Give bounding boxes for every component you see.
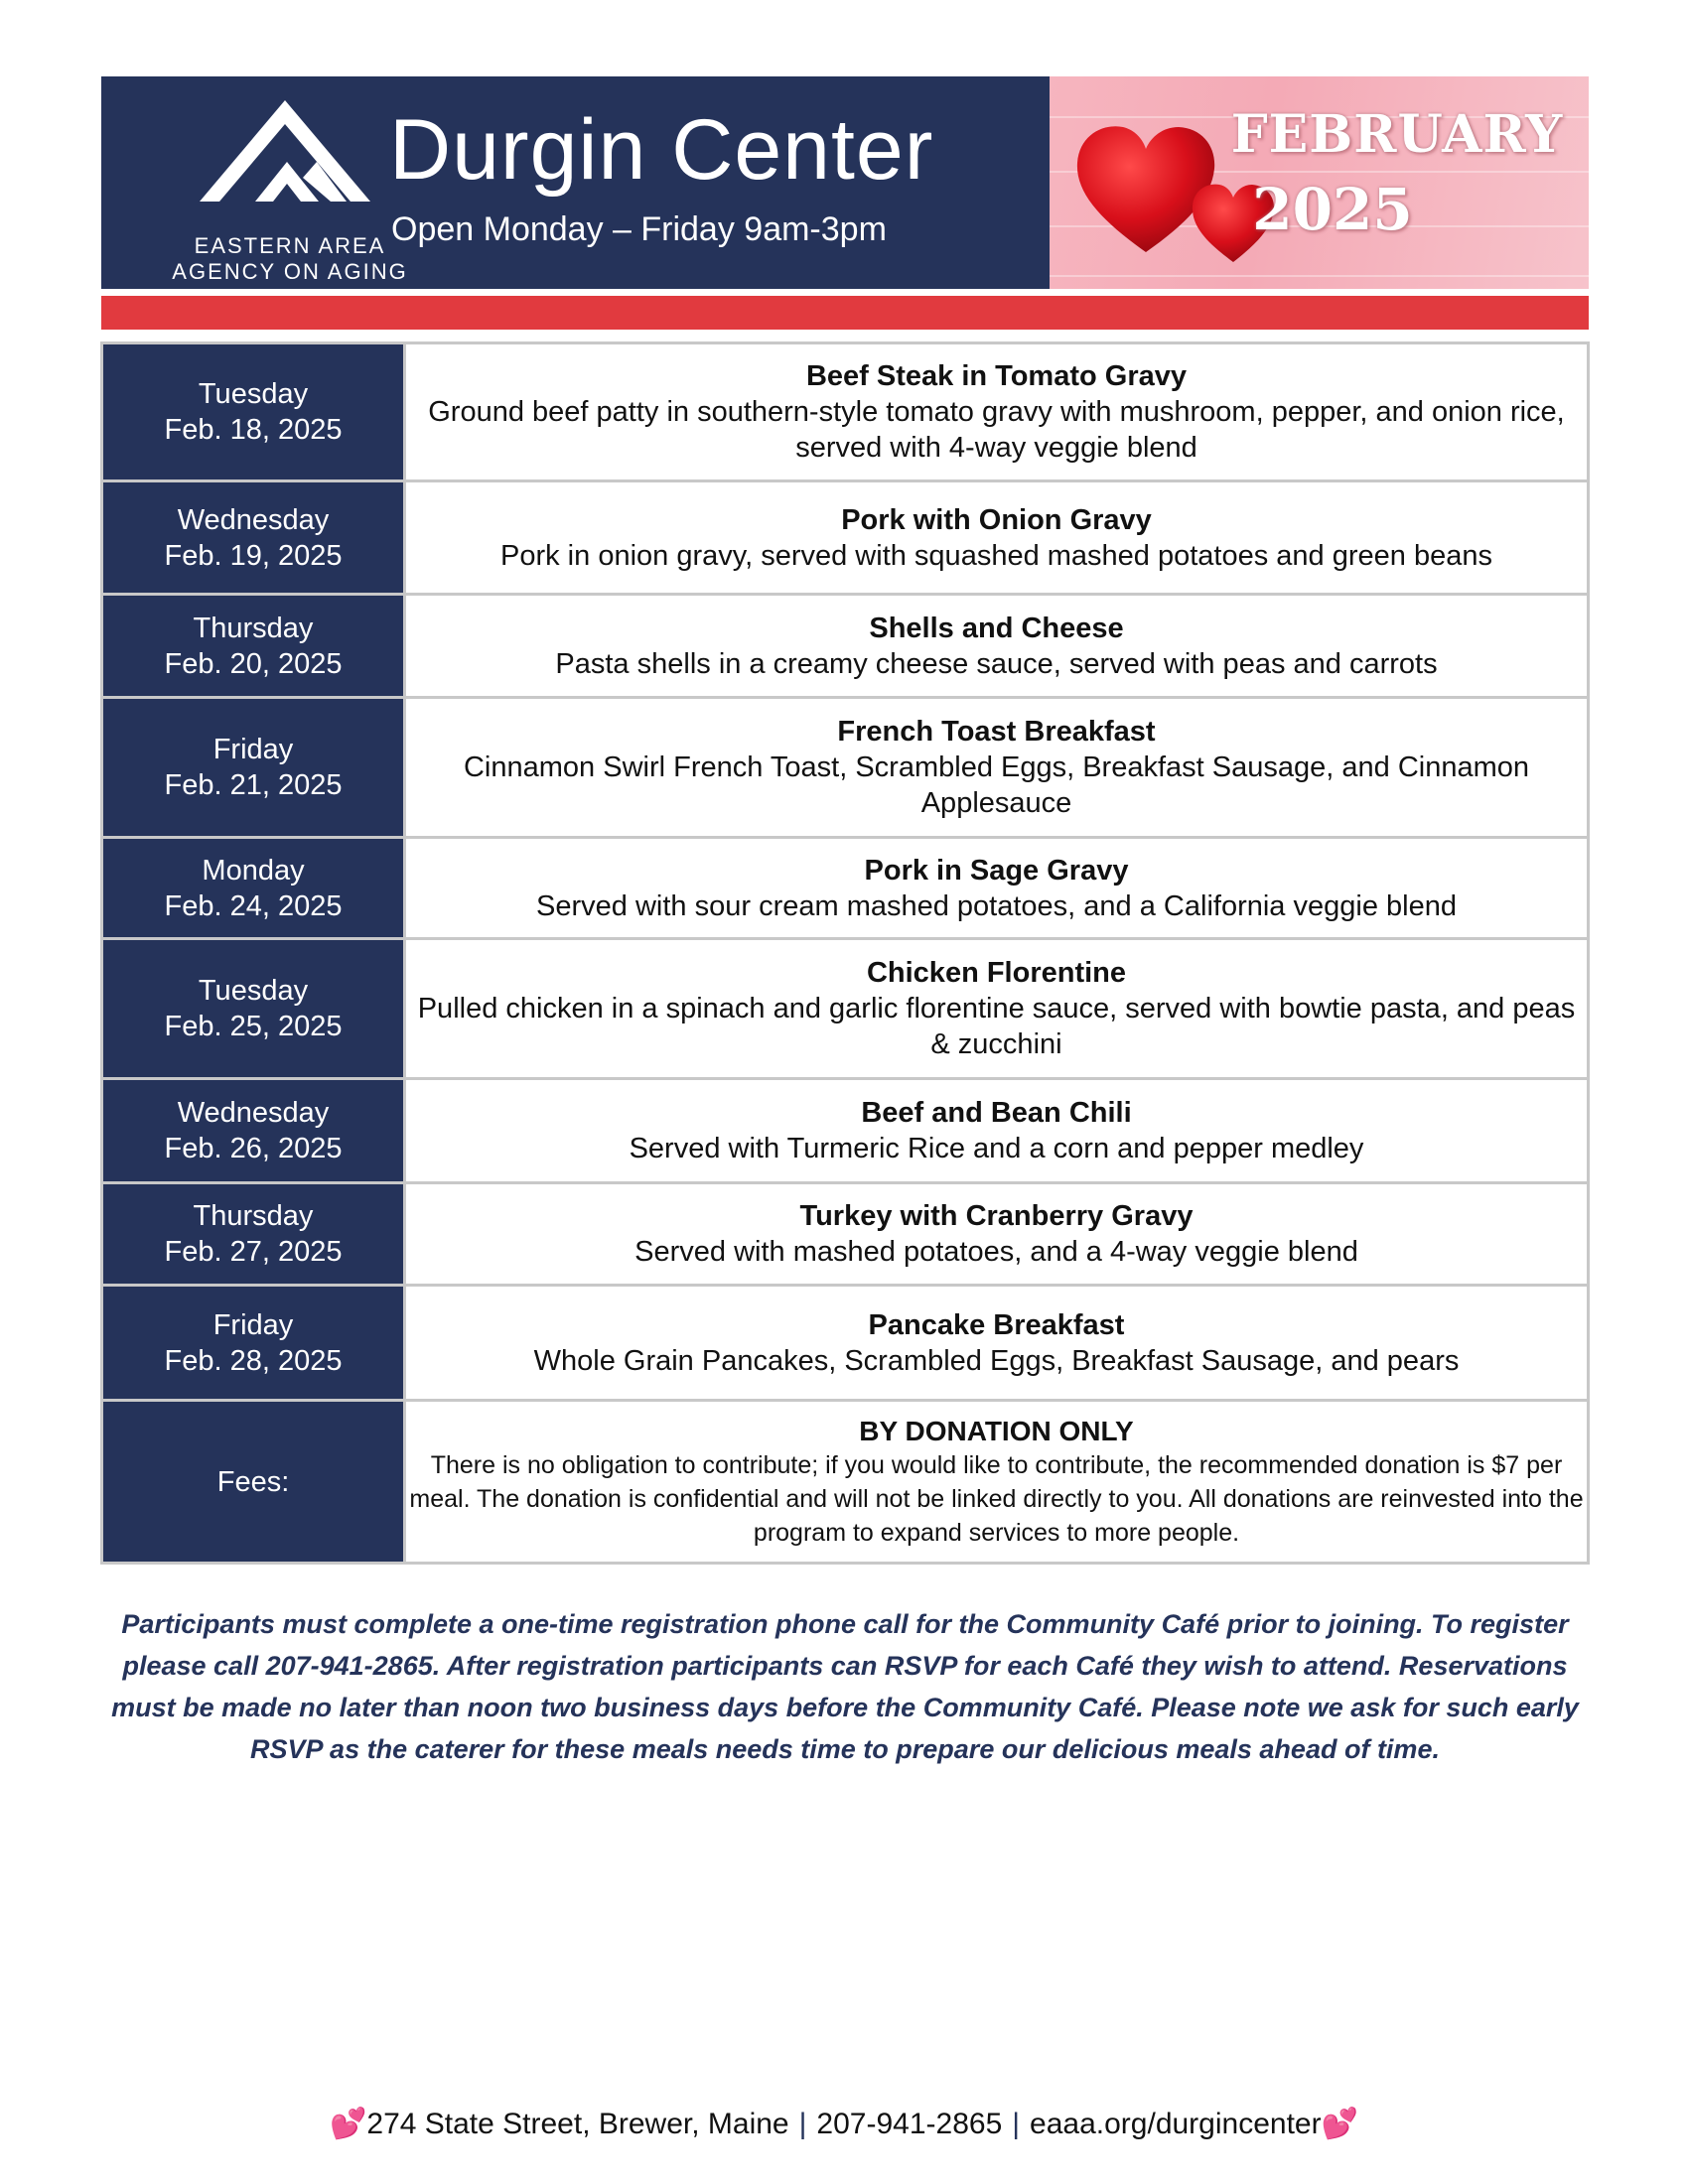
fees-row [102,1401,1589,1564]
banner-year: 2025 [1252,176,1413,243]
dish-cell [405,698,1589,838]
dish-description: Pulled chicken in a spinach and garlic florentine sauce, served with bowtie pasta, and peas & zucchini [417,993,1576,1060]
day-cell [102,698,405,838]
dish-name: Turkey with Cranberry Gravy [799,1200,1194,1232]
dish-name: Beef and Bean Chili [861,1097,1132,1129]
logo-text-line1: EASTERN AREA [194,233,386,258]
dish-cell [405,838,1589,939]
dish-name: Beef Steak in Tomato Gravy [805,360,1188,392]
opening-hours: Open Monday – Friday 9am-3pm [391,210,887,248]
dish-description: Served with Turmeric Rice and a corn and pepper medley [629,1133,1364,1164]
dish-description: Pasta shells in a creamy cheese sauce, served with peas and carrots [555,647,1438,680]
weekday-label: Wednesday [177,1097,330,1129]
day-cell [102,1286,405,1401]
date-label: Feb. 19, 2025 [164,539,343,572]
table-row [102,838,1589,939]
fees-title: BY DONATION ONLY [859,1415,1134,1446]
dish-cell [405,481,1589,595]
weekday-label: Wednesday [177,503,330,536]
mountain-logo-icon [196,96,374,207]
dish-name: Chicken Florentine [866,957,1127,989]
date-label: Feb. 18, 2025 [164,414,343,446]
footer-separator: | [798,2108,807,2140]
fees-label: Fees: [216,1465,290,1498]
footer-website-link[interactable]: eaaa.org/durgincenter [1030,2108,1322,2140]
weekday-label: Tuesday [198,975,309,1007]
date-label: Feb. 21, 2025 [164,769,343,801]
accent-bar [101,296,1589,330]
day-cell [102,595,405,698]
dish-cell [405,1286,1589,1401]
dish-description: Cinnamon Swirl French Toast, Scrambled Eggs, Breakfast Sausage, and Cinnamon Applesauce [463,751,1529,819]
weekday-label: Tuesday [198,378,309,410]
fees-description: There is no obligation to contribute; if you would like to contribute, the recommended donation is $7 per meal. The donation is confidential and will not be linked directly to you. All donations are reinvested into the program to expand services to more people. [409,1450,1584,1547]
dish-description: Served with sour cream mashed potatoes, and a California veggie blend [536,889,1457,922]
dish-cell [405,939,1589,1079]
day-cell [102,481,405,595]
date-label: Feb. 26, 2025 [164,1133,343,1164]
dish-cell [405,1079,1589,1183]
table-row [102,698,1589,838]
hearts-icon: 💕 [330,2108,367,2140]
dish-name: French Toast Breakfast [837,716,1156,748]
dish-cell [405,343,1589,481]
fees-label-cell [102,1401,405,1564]
dish-description: Served with mashed potatoes, and a 4-way veggie blend [634,1236,1358,1268]
day-cell [102,1183,405,1286]
table-row [102,595,1589,698]
date-label: Feb. 28, 2025 [164,1344,343,1377]
month-banner [1050,76,1589,289]
dish-name: Pork in Sage Gravy [864,854,1129,887]
footer-address: 274 State Street, Brewer, Maine [366,2108,789,2140]
logo-text-line2: AGENCY ON AGING [172,259,408,284]
dish-description: Whole Grain Pancakes, Scrambled Eggs, Breakfast Sausage, and pears [533,1344,1460,1377]
table-row [102,481,1589,595]
day-cell [102,1079,405,1183]
fees-cell [405,1401,1589,1564]
weekday-label: Friday [212,1308,294,1341]
dish-cell [405,1183,1589,1286]
dish-name: Pork with Onion Gravy [841,503,1152,536]
dish-name: Shells and Cheese [869,612,1124,644]
page-title: Durgin Center [389,102,934,198]
date-label: Feb. 25, 2025 [164,1011,343,1042]
banner-month: FEBRUARY [1230,104,1564,165]
weekday-label: Friday [212,734,294,765]
dish-description: Pork in onion gravy, served with squashed mashed potatoes and green beans [500,539,1492,572]
footer [0,2107,1688,2141]
table-row [102,1079,1589,1183]
weekday-label: Monday [202,854,305,887]
table-row [102,343,1589,481]
footer-separator: | [1012,2108,1021,2140]
day-cell [102,343,405,481]
meal-schedule-table [100,341,1590,1565]
day-cell [102,939,405,1079]
footer-phone[interactable]: 207-941-2865 [816,2108,1003,2140]
date-label: Feb. 20, 2025 [164,647,343,680]
table-row [102,939,1589,1079]
hearts-icon: 💕 [1321,2108,1358,2140]
table-row [102,1183,1589,1286]
dish-cell [405,595,1589,698]
header-banner [101,76,1589,289]
weekday-label: Thursday [193,612,314,644]
dish-name: Pancake Breakfast [868,1308,1125,1341]
date-label: Feb. 27, 2025 [164,1236,343,1268]
dish-description: Ground beef patty in southern-style tomato gravy with mushroom, pepper, and onion rice, served with 4-way veggie blend [428,396,1565,464]
table-row [102,1286,1589,1401]
date-label: Feb. 24, 2025 [164,889,343,922]
day-cell [102,838,405,939]
weekday-label: Thursday [193,1200,314,1232]
registration-notice: Participants must complete a one-time registration phone call for the Community Café prior to joining. To register please call 207-941-2865. After registration participants can RSVP for each Café they wish to attend. Reservations must be made no later than noon two business days before the Community Café. Please note we ask for such early RSVP as the caterer for these meals needs time to prepare our delicious meals ahead of time. [111,1609,1579,1764]
